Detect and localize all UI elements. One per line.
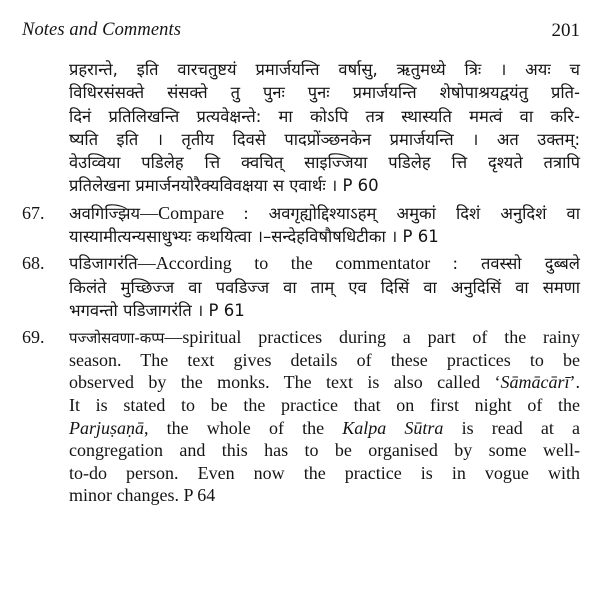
text-line: It is stated to be the practice that on first night of the xyxy=(69,395,580,416)
text-line: किलंते मुच्छिज्ज वा पवडिज्ज वा ताम् एव दिसिं वा अनुदिसिं वा समणा xyxy=(69,277,580,297)
text-run: , the whole of the xyxy=(144,417,343,438)
page-header xyxy=(22,20,580,46)
page-body xyxy=(22,58,580,507)
note-lead: According to the commentator : xyxy=(155,253,458,274)
note-69 xyxy=(22,326,580,507)
note-quote: तवस्सो दुब्बले xyxy=(457,254,580,274)
note-quote: अवगृह्योद्दिश्याऽहम् अमुकां दिशं अनुदिशं वा xyxy=(248,203,580,223)
text-line: भगवन्तो पडिजागरंति । P 61 xyxy=(69,300,245,320)
running-title: Notes and Comments xyxy=(22,20,182,40)
em-dash: — xyxy=(164,327,183,348)
text-line: दिनं प्रतिलिखन्ति प्रत्यवेक्षन्ते: मा कोऽपि तत्र स्थास्यति ममत्वं वा करि- xyxy=(69,106,580,126)
text-line: प्रहरान्ते, इति वारचतुष्टयं प्रमार्जयन्ति वर्षासु, ऋतुमध्ये त्रिः । अयः च xyxy=(69,60,580,79)
continuation-paragraph xyxy=(22,58,580,198)
page-number: 201 xyxy=(551,20,580,41)
note-67 xyxy=(22,202,580,249)
note-68 xyxy=(22,252,580,322)
note-number: 69. xyxy=(22,327,45,348)
note-term: पडिजागरंति xyxy=(69,254,138,274)
text-line xyxy=(22,417,580,440)
em-dash: — xyxy=(140,202,159,223)
text-line: वेउव्विया पडिलेह त्ति क्वचित् साइज्जिया पडिलेह त्ति दृश्यते तत्रापि xyxy=(69,153,580,173)
text-line: ष्यति इति । तृतीय दिवसे पादप्रोंञ्छनकेन प्रमार्जयन्ति । अत उक्तम्: xyxy=(69,129,580,149)
text-line: विधिरसंसक्ते संसक्ते तु पुनः पुनः प्रमार्जयन्ति शेषोपाश्रयद्वयंतु प्रति- xyxy=(69,83,580,103)
note-headline xyxy=(22,252,580,275)
text-run: observed by the monks. The text is also called ‘ xyxy=(69,372,501,393)
note-number: 67. xyxy=(22,202,45,223)
text-line: प्रतिलेखना प्रमार्जनयोरैक्यविवक्षया स एवार्थः । P 60 xyxy=(69,176,379,196)
text-line: to-do person. Even now the practice is in vogue with xyxy=(69,462,580,483)
note-headline xyxy=(22,326,580,349)
italic-term: Sāmācārī xyxy=(500,372,570,393)
em-dash: — xyxy=(137,253,156,274)
note-term: अवगिज्झिय xyxy=(69,203,141,223)
text-run: ’. xyxy=(569,372,580,393)
text-line: season. The text gives details of these practices to be xyxy=(69,349,580,370)
text-run: is read at a xyxy=(443,417,580,438)
text-line xyxy=(22,371,580,394)
italic-term: Kalpa Sūtra xyxy=(342,417,444,438)
note-number: 68. xyxy=(22,253,45,274)
note-term: पज्जोसवणा-कप्प xyxy=(69,329,165,348)
text-line: congregation and this has to be organised by some well- xyxy=(69,440,580,461)
text-line: minor changes. P 64 xyxy=(69,485,216,506)
italic-term: Parjuṣaṇā xyxy=(69,417,145,438)
note-lead: spiritual practices during a part of the rainy xyxy=(182,327,580,348)
text-line: यास्यामीत्यन्यसाधुभ्यः कथयित्वा ।–सन्देहविषौषधिटीका । P 61 xyxy=(69,227,439,247)
note-lead: Compare : xyxy=(158,202,249,223)
note-headline xyxy=(22,202,580,225)
